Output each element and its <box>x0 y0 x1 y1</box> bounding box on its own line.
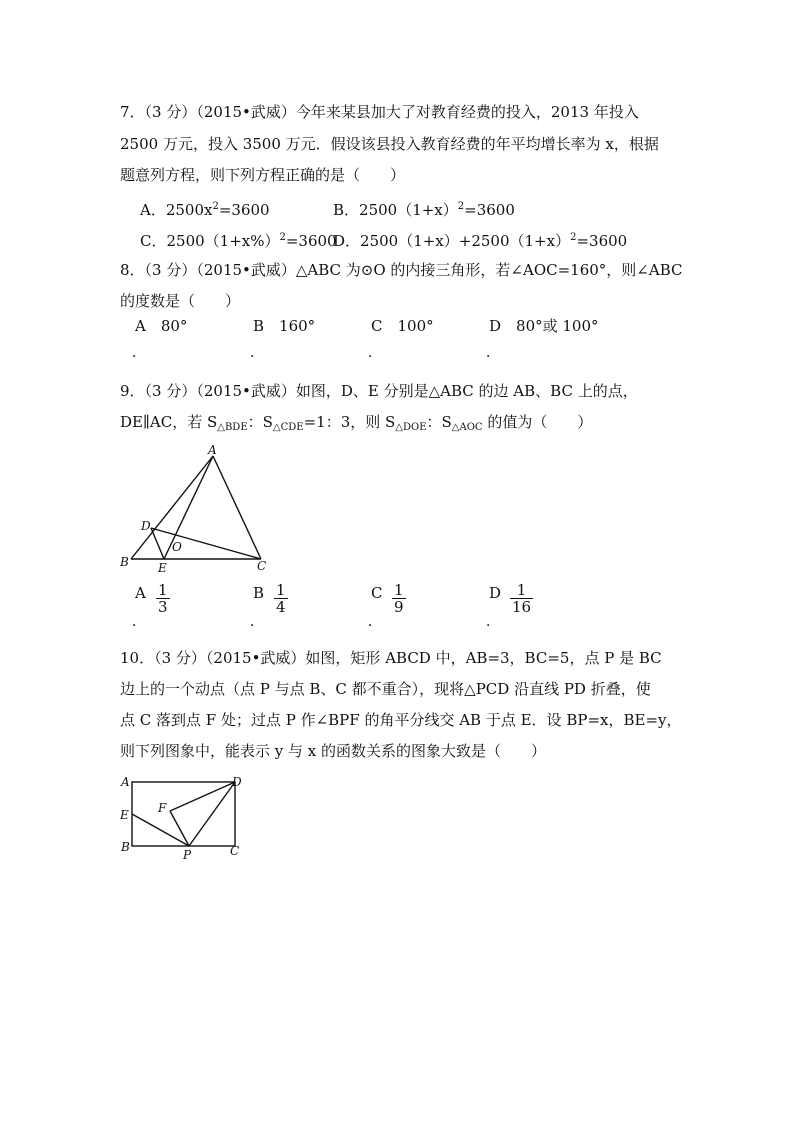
q9-triangle-figure <box>112 440 282 580</box>
q9-option-b-letter: B <box>253 584 265 602</box>
q8-option-b-dot: ． <box>250 345 264 361</box>
q7-stem-line-1: 7．（3 分）（2015•武威）今年来某县加大了对教育经费的投入，2013 年投入 <box>120 103 639 121</box>
q9-option-c-fraction: $\frac{1}{9}$ <box>394 581 404 616</box>
q10-stem-line-1: 10．（3 分）（2015•武威）如图，矩形 ABCD 中，AB=3，BC=5，点 P 是 BC <box>120 649 662 667</box>
q9-label-e: E <box>158 561 167 575</box>
q9-side-ac <box>213 456 261 559</box>
q9-stem-line-1: 9．（3 分）（2015•武威）如图，D、E 分别是△ABC 的边 AB、BC 上的点， <box>120 382 638 400</box>
q7-option-d: D．$2500(1+x)+2500(1+x)^2=3600$ <box>333 232 628 250</box>
q8-option-b: B 160° <box>253 317 316 335</box>
q8-option-c-dot: ． <box>368 345 382 361</box>
q9-option-a-letter: A <box>135 584 146 602</box>
q10-label-e: E <box>120 808 129 822</box>
q9-option-d-dot: ． <box>486 614 500 630</box>
q10-label-a: A <box>121 775 130 789</box>
q10-stem-line-3: 点 C 落到点 F 处；过点 P 作∠BPF 的角平分线交 AB 于点 E．设 BP=x，BE=y， <box>120 711 682 729</box>
q9-option-d-fraction: $\frac{1}{16}$ <box>512 581 532 616</box>
q8-stem-line-2: 的度数是（ ） <box>120 292 241 310</box>
q9-option-c-dot: ． <box>368 614 382 630</box>
q7-stem-line-3: 题意列方程，则下列方程正确的是（ ） <box>120 166 406 184</box>
q8-stem-line-1: 8．（3 分）（2015•武威）△ABC 为⊙O 的内接三角形，若∠AOC=160°，则∠ABC <box>120 261 683 279</box>
q9-label-b: B <box>120 555 129 569</box>
q9-label-c: C <box>257 559 267 573</box>
q9-option-a-dot: ． <box>132 614 146 630</box>
q9-label-d: D <box>141 519 151 533</box>
q9-option-c-letter: C <box>371 584 383 602</box>
q8-option-d: D 80°或 100° <box>489 317 599 335</box>
q7-option-c: C．$2500(1+x\%)^2=3600$ <box>140 232 337 250</box>
q10-label-f: F <box>158 801 167 815</box>
q8-option-d-dot: ． <box>486 345 500 361</box>
q10-label-c: C <box>230 844 240 858</box>
q10-stem-line-2: 边上的一个动点（点 P 与点 B、C 都不重合），现将△PCD 沿直线 PD 折叠，使 <box>120 680 651 698</box>
q9-label-a: A <box>208 443 217 457</box>
q9-segment-de <box>151 528 164 559</box>
q9-stem-line-2: DE∥AC，若 $S_{\triangle BDE}$：$S_{\triangle CDE}=1$：3，则 $S_{\triangle DOE}$：$S_{\triangle AOC}$ 的值为（ ） <box>120 413 593 433</box>
q9-label-o: O <box>172 540 182 554</box>
q9-option-d-letter: D <box>489 584 502 602</box>
q9-segment-dc <box>151 528 261 559</box>
q7-option-a: A．$2500x^2=3600$ <box>140 201 270 219</box>
q7-option-b: B．$2500(1+x)^2=3600$ <box>333 201 515 219</box>
q9-option-b-dot: ． <box>250 614 264 630</box>
q10-rectangle-figure <box>112 770 252 865</box>
q9-option-b-fraction: $\frac{1}{4}$ <box>276 581 286 616</box>
q10-label-b: B <box>121 840 130 854</box>
q8-option-a-dot: ． <box>132 345 146 361</box>
q10-label-d: D <box>232 775 242 789</box>
q7-stem-line-2: 2500 万元，投入 3500 万元．假设该县投入教育经费的年平均增长率为 x，根据 <box>120 135 659 153</box>
q10-stem-line-4: 则下列图象中，能表示 y 与 x 的函数关系的图象大致是（ ） <box>120 742 547 760</box>
q8-option-c: C 100° <box>371 317 434 335</box>
q8-option-a: A 80° <box>135 317 188 335</box>
q10-label-p: P <box>183 848 192 862</box>
q9-option-a-fraction: $\frac{1}{3}$ <box>158 581 168 616</box>
